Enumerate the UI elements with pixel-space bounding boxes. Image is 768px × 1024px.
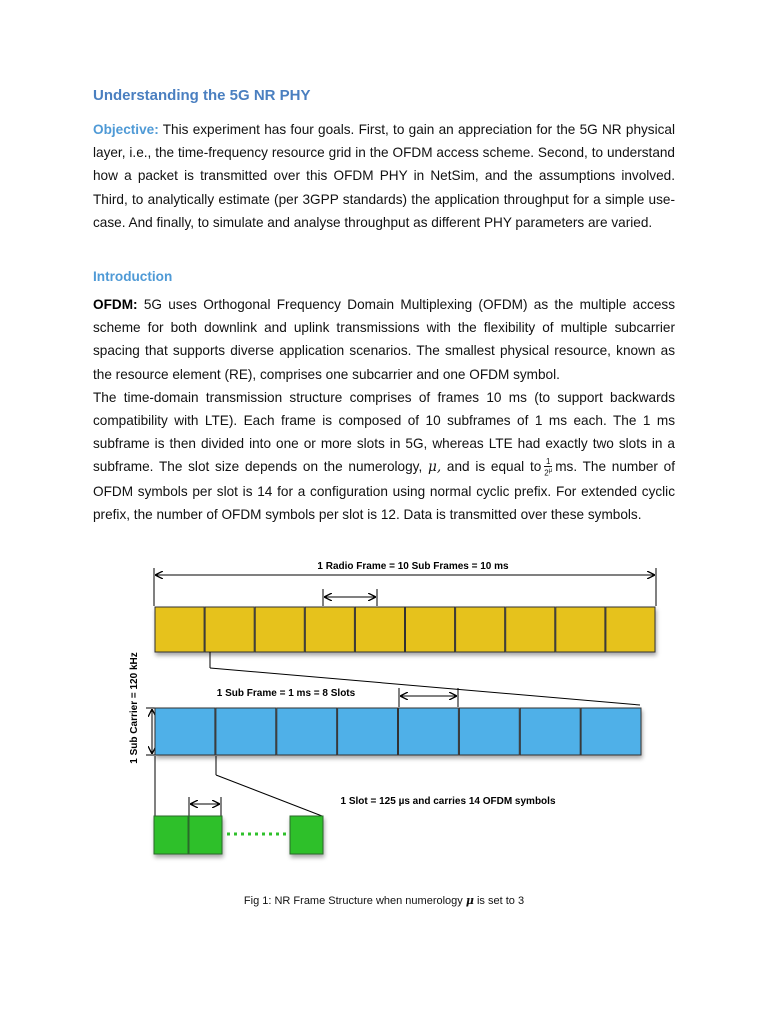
equal-to-text: and is equal to <box>446 459 542 475</box>
subframe-7 <box>456 607 505 652</box>
subframe-3 <box>255 607 304 652</box>
caption-suffix: is set to 3 <box>476 895 525 907</box>
objective-label: Objective: <box>93 122 159 137</box>
subframe-4 <box>305 607 354 652</box>
subframe-slots <box>155 708 641 755</box>
subframe-5 <box>355 607 404 652</box>
subframe-6 <box>406 607 455 652</box>
slot-1 <box>155 708 215 755</box>
sub-frame-label: 1 Sub Frame = 1 ms = 8 Slots <box>216 688 356 699</box>
sub-carrier-label: 1 Sub Carrier = 120 kHz <box>129 652 140 764</box>
caption-prefix: Fig 1: NR Frame Structure when numerology <box>243 895 463 907</box>
mu-symbol: μ, <box>428 459 442 476</box>
ofdm-text: 5G uses Orthogonal Frequency Domain Multiplexing (OFDM) as the multiple access scheme for both downlink and uplink transmissions with the flexibility of multiple subcarrier spacing that supports diverse application scenarios. The smallest physical resource, known as the resource element (RE), comprises one subcarrier and one OFDM symbol. <box>93 297 675 382</box>
subframe-2 <box>205 607 254 652</box>
slot-2 <box>216 708 276 755</box>
subframe-1 <box>155 607 204 652</box>
ofdm-symbol-14 <box>290 816 323 854</box>
slot-7 <box>520 708 580 755</box>
objective-text: This experiment has four goals. First, to gain an appreciation for the 5G NR physical layer, i.e., the time-frequency resource grid in the OFDM access scheme. Second, to understand how a packet is transmitted over this OFDM PHY in NetSim, and the assumptions involved. Third, to analytically estimate (per 3GPP standards) the application throughput for a simple use-case. And finally, to simulate and analyse throughput as different PHY parameters are varied. <box>93 122 675 230</box>
subframe-8 <box>506 607 555 652</box>
slot-label: 1 Slot = 125 µs and carries 14 OFDM symbols <box>340 796 556 807</box>
slot-symbols-text: ms. The number of OFDM symbols per slot is 14 for a configuration using normal cyclic prefix. For extended cyclic prefix, the number of OFDM symbols per slot is 12. Data is transmitted over these symbols. <box>93 459 675 522</box>
figure-caption <box>0 894 768 907</box>
page-title: Understanding the 5G NR PHY <box>93 87 311 104</box>
ofdm-symbol-2 <box>189 816 222 854</box>
slot-5 <box>399 708 459 755</box>
slot-3 <box>277 708 337 755</box>
slot-4 <box>338 708 398 755</box>
fraction-denominator: $2^\mu$ <box>544 468 553 478</box>
zoom-line-right <box>210 668 640 705</box>
symbol-zoom-diagonal <box>216 775 322 816</box>
caption-mu: μ <box>465 894 474 907</box>
subframe-10 <box>606 607 655 652</box>
fraction-numerator: 1 <box>546 457 551 467</box>
radio-frame-label: 1 Radio Frame = 10 Sub Frames = 10 ms <box>317 561 509 572</box>
subframe-9 <box>556 607 605 652</box>
ofdm-label: OFDM: <box>93 297 138 312</box>
radio-frame-subframes <box>155 607 655 652</box>
introduction-heading: Introduction <box>93 269 173 284</box>
ofdm-symbol-1 <box>154 816 188 854</box>
fraction-exponent: μ <box>548 468 553 475</box>
ofdm-symbols <box>154 816 323 854</box>
time-domain-text: The time-domain transmission structure comprises of frames 10 ms (to support backwards compatibility with LTE). Each frame is composed of 10 subframes of 1 ms each. The 1 ms subframe is then divided into one or more slots in 5G, whereas LTE had exactly two slots in a subframe. The slot size depends on the numerology, <box>93 389 675 475</box>
slot-6 <box>459 708 519 755</box>
slot-8 <box>581 708 641 755</box>
